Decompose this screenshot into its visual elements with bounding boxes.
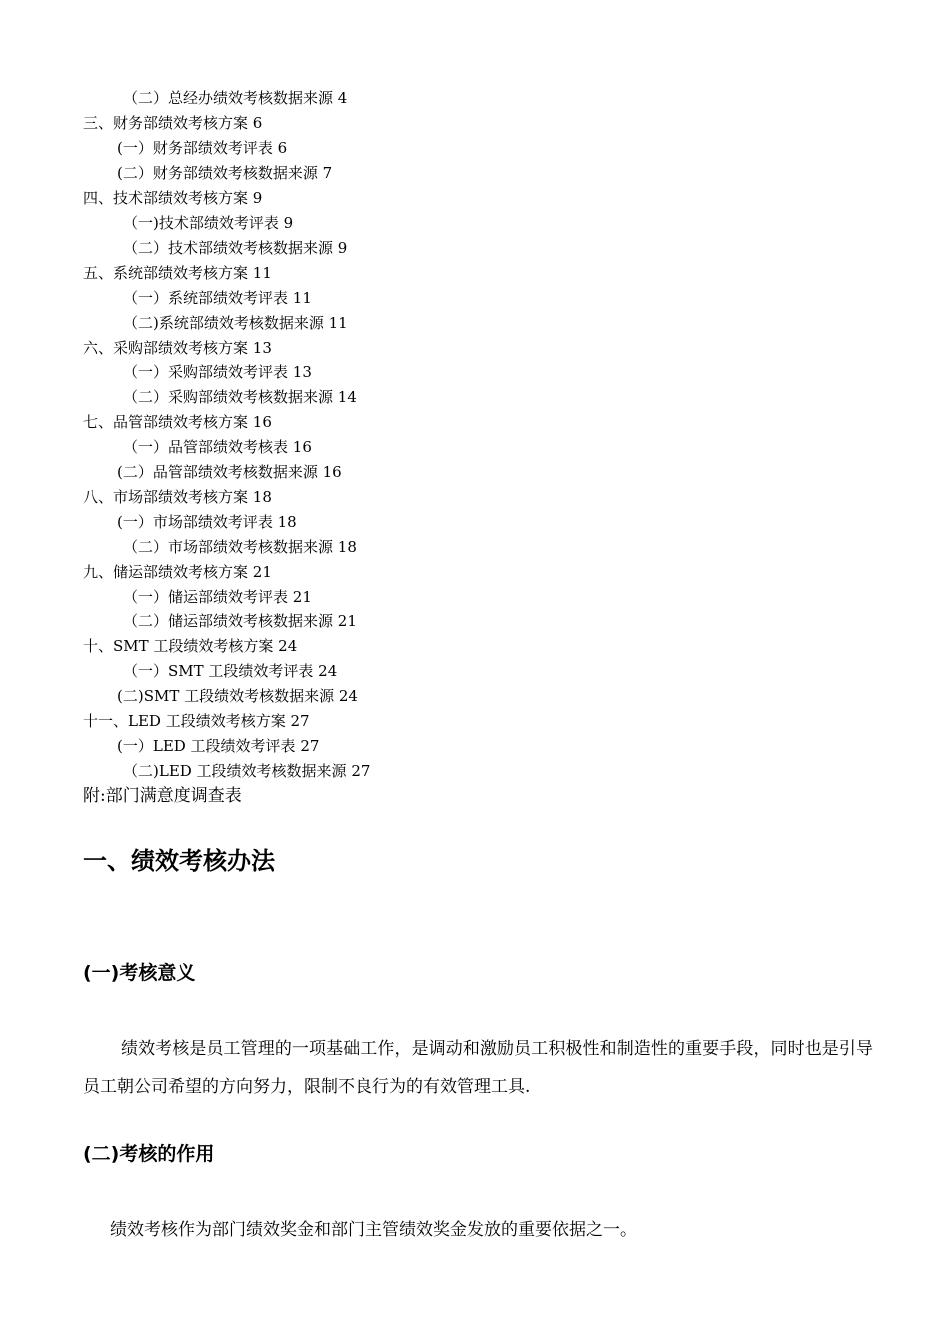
toc-entry[interactable]: （二）采购部绩效考核数据来源 14 [123, 388, 357, 406]
toc-entry[interactable]: （二)系统部绩效考核数据来源 11 [123, 314, 348, 332]
toc-entry[interactable]: （一）采购部绩效考评表 13 [123, 363, 312, 381]
toc-entry[interactable]: （二)LED 工段绩效考核数据来源 27 [123, 762, 371, 780]
toc-entry[interactable]: （一)技术部绩效考评表 9 [123, 214, 294, 232]
toc-entry[interactable]: （二）市场部绩效考核数据来源 18 [123, 538, 357, 556]
toc-entry[interactable]: 九、储运部绩效考核方案 21 [83, 563, 272, 581]
section-heading: 一、绩效考核办法 [83, 847, 275, 875]
toc-entry[interactable]: （一）储运部绩效考评表 21 [123, 588, 312, 606]
toc-entry[interactable]: （二）技术部绩效考核数据来源 9 [123, 239, 348, 257]
toc-entry[interactable]: （一）SMT 工段绩效考评表 24 [123, 662, 338, 680]
paragraph: 绩效考核作为部门绩效奖金和部门主管绩效奖金发放的重要依据之一。 [110, 1220, 637, 1240]
toc-entry[interactable]: （一）系统部绩效考评表 11 [123, 289, 312, 307]
toc-entry[interactable]: 六、采购部绩效考核方案 13 [83, 339, 272, 357]
toc-entry[interactable]: (二）财务部绩效考核数据来源 7 [117, 164, 333, 182]
toc-entry[interactable]: 十、SMT 工段绩效考核方案 24 [83, 637, 298, 655]
toc-entry[interactable]: 七、品管部绩效考核方案 16 [83, 413, 272, 431]
toc-entry[interactable]: （二）储运部绩效考核数据来源 21 [123, 612, 357, 630]
toc-entry[interactable]: (一）LED 工段绩效考评表 27 [117, 737, 320, 755]
subsection-heading: (一)考核意义 [83, 962, 196, 984]
toc-entry[interactable]: (一）财务部绩效考评表 6 [117, 139, 288, 157]
subsection-heading: (二)考核的作用 [83, 1143, 215, 1165]
toc-entry[interactable]: （一）品管部绩效考核表 16 [123, 438, 312, 456]
paragraph: 绩效考核是员工管理的一项基础工作，是调动和激励员工积极性和制造性的重要手段，同时也是引导员工朝公司希望的方向努力，限制不良行为的有效管理工具. [83, 1039, 873, 1097]
toc-entry[interactable]: 四、技术部绩效考核方案 9 [83, 189, 263, 207]
toc-entry[interactable]: 三、财务部绩效考核方案 6 [83, 114, 263, 132]
toc-entry[interactable]: 八、市场部绩效考核方案 18 [83, 488, 272, 506]
toc-entry[interactable]: (二)SMT 工段绩效考核数据来源 24 [117, 687, 358, 705]
toc-entry[interactable]: （二）总经办绩效考核数据来源 4 [123, 89, 348, 107]
toc-entry[interactable]: 十一、LED 工段绩效考核方案 27 [83, 712, 310, 730]
toc-entry[interactable]: (二）品管部绩效考核数据来源 16 [117, 463, 342, 481]
appendix-line: 附:部门满意度调查表 [83, 786, 242, 806]
toc-entry[interactable]: (一）市场部绩效考评表 18 [117, 513, 297, 531]
toc-entry[interactable]: 五、系统部绩效考核方案 11 [83, 264, 272, 282]
